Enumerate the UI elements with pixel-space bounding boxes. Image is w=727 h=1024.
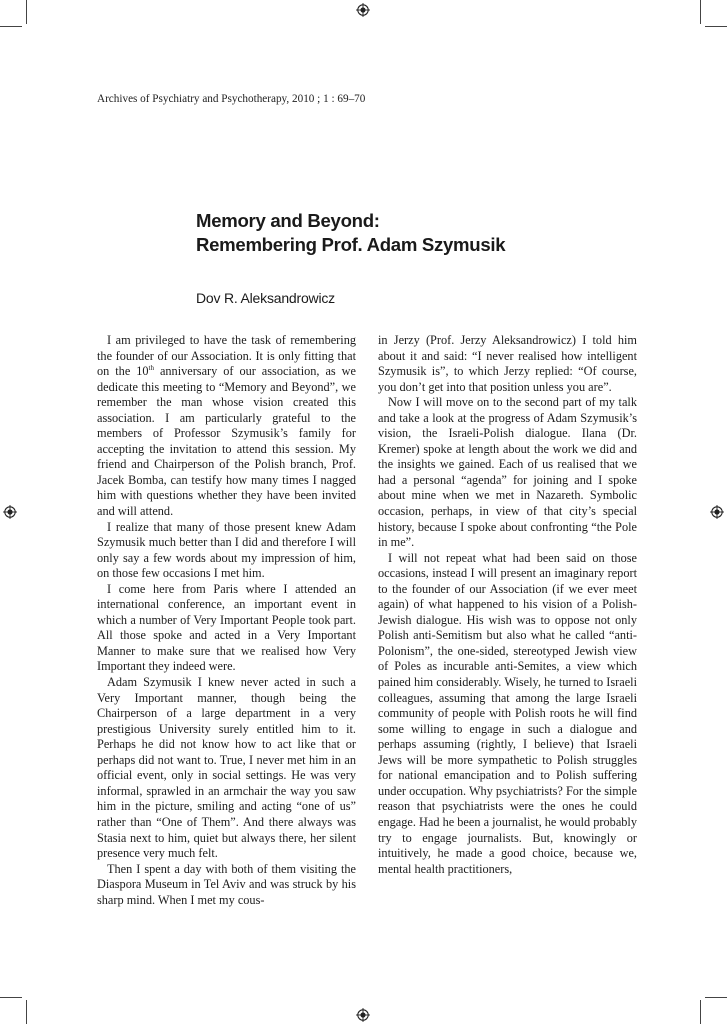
crop-mark [700, 0, 701, 24]
paragraph: Now I will move on to the second part of my talk and take a look at the progress of Adam Szymusik’s vision, the Israeli-Polish dialogue. Ilana (Dr. Kremer) spoke at length about the work we did and the insights we gained. Each of us realised that we had a personal “agenda” for joining and I spoke about mine when we met in Nazareth. Symbolic occasion, perhaps, in view of that city’s special history, because I spoke about confronting “the Pole in me”. [378, 395, 637, 550]
paragraph: I realize that many of those present knew Adam Szymusik much better than I did and therefore I will only say a few words about my impression of him, on those few occasions I met him. [97, 519, 356, 581]
paragraph: Adam Szymusik I knew never acted in such a Very Important manner, though being the Chairperson of a large department in a very prestigious University surely entitled him to it. Perhaps he did not know how to act like that or perhaps did not want to. True, I never met him in an official event, only in social settings. He was very informal, sprawled in an armchair the way you saw him in the picture, smiling and acting “one of us” rather than “One of Them”. And there always was Stasia next to him, quiet but always there, her silent presence very much felt. [97, 675, 356, 861]
crop-mark [26, 1000, 27, 1024]
author-name: Dov R. Aleksandrowicz [196, 290, 335, 306]
crop-mark [705, 997, 727, 998]
crop-mark [705, 26, 727, 27]
registration-mark-icon [710, 505, 724, 519]
crop-mark [0, 997, 22, 998]
paragraph: I will not repeat what had been said on those occasions, instead I will present an imaginary report to the founder of our Association (if we ever meet again) of what happened to his vision of a Polish-Jewish dialogue. His wish was to oppose not only Polish anti-Semitism but also what he called “anti-Polonism”, the one-sided, stereotyped Jewish view of Poles as incurable anti-Semites, a view which pained him considerably. Wisely, he turned to Israeli colleagues, assuming that among the large Israeli community of people with Polish roots he will find some willing to engage in such a dialogue and perhaps assuming (rightly, I believe) that Israeli Jews will be more sympathetic to Polish struggles for national emancipation and to Polish suffering under occupation. Why psychiatrists? For the simple reason that psychiatrists were the ones he could engage. Had he been a journalist, he would probably try to engage journalists. But, knowingly or intuitively, he made a good choice, because we, mental health practitioners, [378, 550, 637, 876]
crop-mark [0, 26, 22, 27]
registration-mark-icon [356, 1008, 370, 1022]
body-column-left [97, 333, 356, 908]
registration-mark-icon [356, 3, 370, 17]
article-title [196, 209, 505, 257]
paragraph: I come here from Paris where I attended an international conference, an important event in which a number of Very Important People took part. All those spoke and acted in a Very Important Manner to make sure that we realised how Very Important they indeed were. [97, 581, 356, 674]
title-line: Memory and Beyond: [196, 210, 380, 231]
crop-mark [26, 0, 27, 24]
paragraph: I am privileged to have the task of remembering the founder of our Association. It is only fitting that on the 10th anniversary of our association, as we dedicate this meeting to “Memory and Beyond”, we remember the man whose vision created this association. I am particularly grateful to the members of Professor Szymusik’s family for accepting the invitation to attend this session. My friend and Chairperson of the Polish branch, Prof. Jacek Bomba, can testify how many times I nagged him with questions whether they have been invited and will attend. [97, 333, 356, 519]
journal-citation: Archives of Psychiatry and Psychotherapy, 2010 ; 1 : 69–70 [97, 93, 366, 105]
paragraph: Then I spent a day with both of them visiting the Diaspora Museum in Tel Aviv and was struck by his sharp mind. When I met my cous- [97, 861, 356, 907]
body-column-right [378, 333, 637, 877]
paragraph: in Jerzy (Prof. Jerzy Aleksandrowicz) I told him about it and said: “I never realised how intelligent Szymusik is”, to which Jerzy replied: “Of course, you don’t get into that position unless you are”. [378, 333, 637, 394]
registration-mark-icon [3, 505, 17, 519]
ordinal-superscript: th [148, 364, 154, 373]
crop-mark [700, 1000, 701, 1024]
title-line: Remembering Prof. Adam Szymusik [196, 234, 506, 255]
